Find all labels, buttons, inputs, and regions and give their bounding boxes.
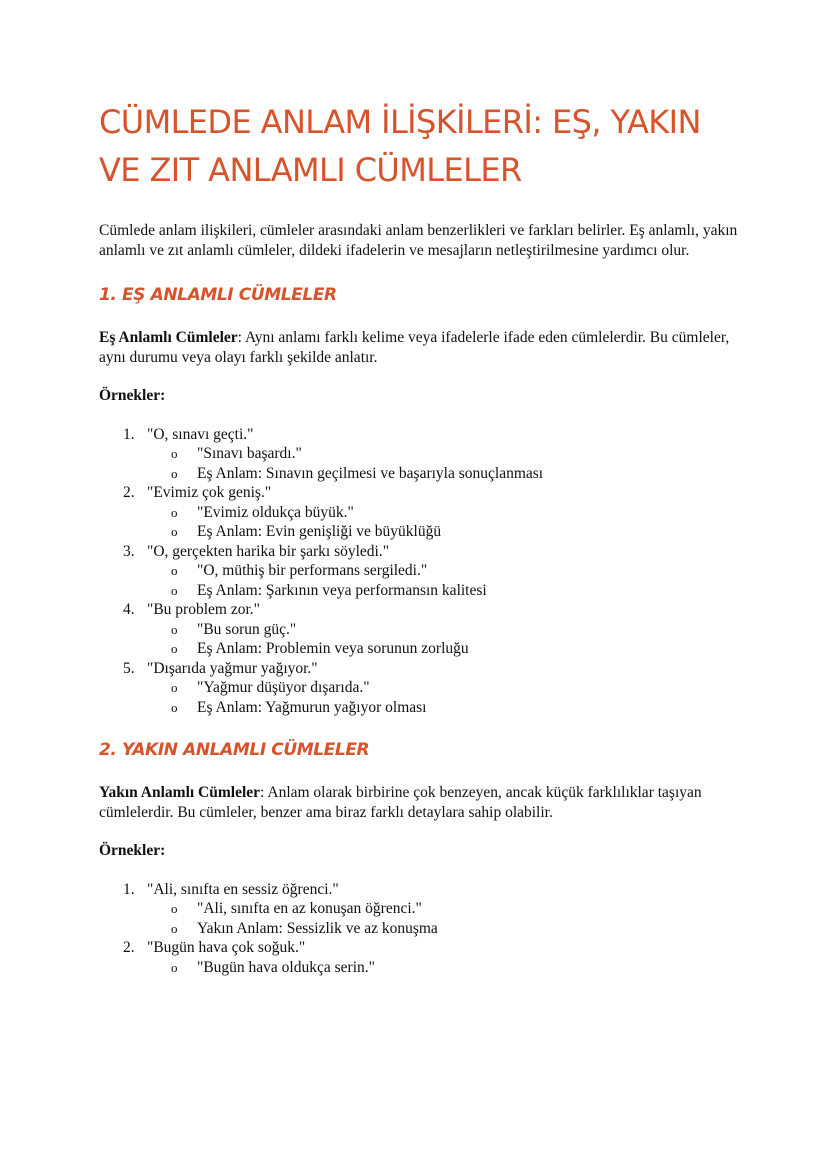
list-number: 5. [123,659,135,677]
sub-item [147,639,739,659]
sub-item-text: "Bu sorun güç." [197,620,297,638]
list-item [99,542,739,601]
definition-text: : Anlam olarak birbirine çok benzeyen, ancak küçük farklılıklar taşıyan cümlelerdir. Bu cümleler, benzer ama biraz farklı detaylara sahip olabilir. [99,784,702,821]
circle-bullet-icon: o [171,920,178,936]
example-sentence: "Ali, sınıfta en sessiz öğrenci." [147,880,339,898]
example-sentence: "Bugün hava çok soğuk." [147,939,306,956]
section-heading-yakin-anlamli: 2. YAKIN ANLAMLI CÜMLELER [99,740,370,760]
circle-bullet-icon: o [171,563,178,578]
circle-bullet-icon: o [171,901,178,916]
sub-list [147,561,739,600]
examples-label: Örnekler: [99,842,166,859]
sub-item-text: Eş Anlam: Sınavın geçilmesi ve başarıyla sonuçlanması [197,464,544,482]
sub-list [147,444,739,483]
sub-item [147,581,739,601]
list-item [99,659,739,718]
list-item [99,600,739,659]
sub-item-text: Eş Anlam: Evin genişliği ve büyüklüğü [197,523,442,540]
circle-bullet-icon: o [171,446,178,461]
sub-item-text: "Bugün hava oldukça serin." [197,958,375,976]
definition-term: Eş Anlamlı Cümleler [99,329,238,346]
sub-item-text: "Yağmur düşüyor dışarıda." [197,679,370,696]
list-item [99,483,739,542]
sub-item [147,503,739,523]
example-sentence: "O, gerçekten harika bir şarkı söyledi." [147,542,390,560]
example-sentence: "O, sınavı geçti." [147,425,254,443]
list-number: 1. [123,880,135,898]
sub-item [147,678,739,698]
sub-item-text: Yakın Anlam: Sessizlik ve az konuşma [197,919,438,937]
list-number: 3. [123,542,135,560]
definition-text: : Aynı anlamı farklı kelime veya ifadelerle ifade eden cümlelerdir. Bu cümleler, aynı durumu veya olayı farklı şekilde anlatır. [99,329,730,366]
sub-item-text: "Evimiz oldukça büyük." [197,503,354,521]
circle-bullet-icon: o [171,524,178,539]
sub-item-text: "Ali, sınıfta en az konuşan öğrenci." [197,900,422,917]
circle-bullet-icon: o [171,641,178,656]
list-number: 1. [123,425,135,443]
circle-bullet-icon: o [171,465,178,481]
sub-item [147,522,739,542]
list-item [99,938,739,977]
sub-item-text: Eş Anlam: Şarkının veya performansın kalitesi [197,581,487,599]
example-sentence: "Evimiz çok geniş." [147,484,272,501]
page-title: CÜMLEDE ANLAM İLİŞKİLERİ: EŞ, YAKIN VE ZIT ANLAMLI CÜMLELER [99,103,701,189]
sub-item-text: "O, müthiş bir performans sergiledi." [197,562,428,579]
sub-list [147,899,739,938]
list-item [99,425,739,484]
examples-list [99,425,739,718]
example-sentence: "Bu problem zor." [147,601,260,618]
circle-bullet-icon: o [171,680,178,695]
list-item [99,880,739,939]
circle-bullet-icon: o [171,582,178,598]
sub-item [147,919,739,939]
sub-item [147,561,739,581]
sub-list [147,958,739,978]
examples-list [99,880,739,978]
section-definition [99,783,739,822]
circle-bullet-icon: o [171,699,178,715]
sub-item [147,958,739,978]
section-heading-es-anlamli: 1. EŞ ANLAMLI CÜMLELER [99,285,337,305]
definition-term: Yakın Anlamlı Cümleler [99,784,261,801]
sub-item-text: "Sınavı başardı." [197,445,302,462]
sub-item-text: Eş Anlam: Problemin veya sorunun zorluğu [197,640,469,657]
list-number: 2. [123,484,135,501]
sub-list [147,678,739,717]
sub-list [147,620,739,659]
circle-bullet-icon: o [171,504,178,520]
section-definition [99,328,739,367]
sub-item [147,444,739,464]
circle-bullet-icon: o [171,959,178,975]
sub-item [147,620,739,640]
sub-item [147,899,739,919]
example-sentence: "Dışarıda yağmur yağıyor." [147,659,318,677]
circle-bullet-icon: o [171,621,178,637]
intro-paragraph: Cümlede anlam ilişkileri, cümleler arasındaki anlam benzerlikleri ve farkları belirler. Eş anlamlı, yakın anlamlı ve zıt anlamlı cümleler, dildeki ifadelerin ve mesajların netleştirilmesine yardımcı olur. [99,222,738,259]
sub-item [147,464,739,484]
sub-list [147,503,739,542]
list-number: 2. [123,939,135,956]
list-number: 4. [123,601,135,618]
sub-item [147,698,739,718]
sub-item-text: Eş Anlam: Yağmurun yağıyor olması [197,698,427,716]
examples-label: Örnekler: [99,387,166,404]
document-page [99,98,739,977]
